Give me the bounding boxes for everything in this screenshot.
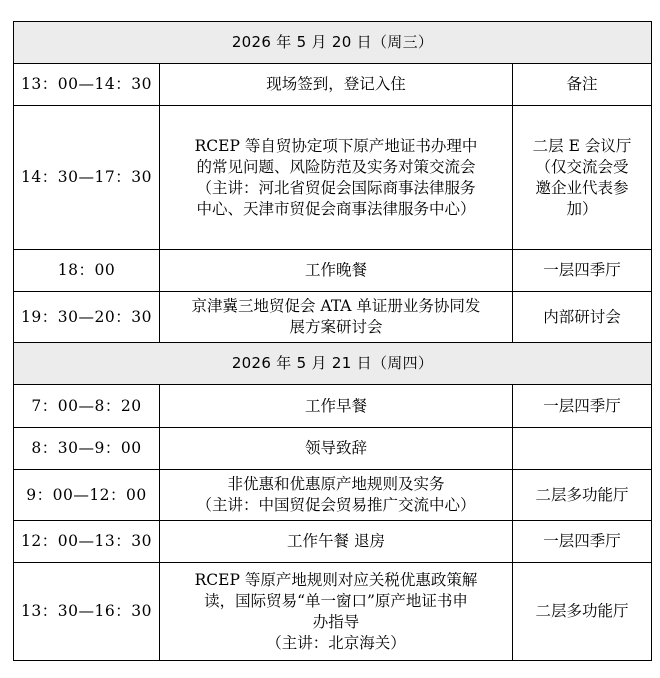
content-line: 领导致辞: [304, 439, 367, 457]
content-line: 读，国际贸易“单一窗口”原产地证书申: [204, 591, 468, 610]
location-line: 二层 E 会议厅: [532, 136, 632, 155]
schedule-row: [14, 470, 652, 521]
location-line: 一层四季厅: [543, 261, 621, 279]
content-line: （主讲：北京海关）: [266, 633, 406, 652]
location-line: （仅交流会受: [535, 157, 629, 176]
location-line: 二层多功能厅: [535, 602, 629, 620]
day-heading: 2026 年 5 月 20 日（周三）: [14, 22, 652, 64]
schedule-row: [14, 428, 652, 470]
content-line: 现场签到，登记入住: [266, 75, 406, 93]
location-line: 内部研讨会: [543, 307, 621, 326]
location-line: 二层多功能厅: [535, 485, 629, 504]
content-cell: [160, 521, 513, 563]
content-line: RCEP 等原产地规则对应关税优惠政策解: [194, 570, 478, 589]
time-cell: 19：30—20：30: [14, 292, 160, 343]
content-line: 工作午餐 退房: [287, 532, 385, 550]
content-line: （主讲：河北省贸促会国际商事法律服务: [196, 178, 476, 197]
location-cell: [513, 521, 652, 563]
schedule-row: [14, 563, 652, 661]
location-cell: [513, 563, 652, 661]
content-line: 办指导: [312, 612, 360, 631]
location-line: 加）: [566, 199, 598, 218]
time-cell: 14：30—17：30: [14, 106, 160, 250]
schedule-row: [14, 292, 652, 343]
time-cell: 8：30—9：00: [14, 428, 160, 470]
time-cell: 13：00—14：30: [14, 64, 160, 106]
location-cell-empty: [513, 428, 652, 470]
content-cell: [160, 64, 513, 106]
location-cell: [513, 64, 652, 106]
content-line: 的常见问题、风险防范及实务对策交流会: [196, 157, 476, 176]
location-line: 备注: [566, 75, 598, 93]
time-cell: 18：00: [14, 250, 160, 292]
day-heading: 2026 年 5 月 21 日（周四）: [14, 343, 652, 385]
time-cell: 7：00—8：20: [14, 385, 160, 428]
content-cell: [160, 385, 513, 428]
location-line: 邀企业代表参: [535, 178, 629, 197]
content-line: 中心、天津市贸促会商事法律服务中心）: [196, 199, 476, 218]
content-line: RCEP 等自贸协定项下原产地证书办理中: [194, 136, 478, 155]
day-header-row: [14, 22, 652, 64]
location-cell: [513, 470, 652, 521]
location-line: 一层四季厅: [543, 532, 621, 550]
schedule-row: [14, 106, 652, 250]
schedule-row: [14, 250, 652, 292]
time-cell: 9：00—12：00: [14, 470, 160, 521]
schedule-row: [14, 385, 652, 428]
time-cell: 13：30—16：30: [14, 563, 160, 661]
content-line: 展方案研讨会: [289, 318, 383, 336]
content-cell: [160, 428, 513, 470]
content-cell: [160, 250, 513, 292]
content-line: （主讲：中国贸促会贸易推广交流中心）: [196, 496, 476, 514]
schedule-table: [13, 21, 652, 661]
schedule-row: [14, 64, 652, 106]
content-line: 工作晚餐: [304, 261, 367, 279]
location-cell: [513, 385, 652, 428]
content-line: 京津冀三地贸促会 ATA 单证册业务协同发: [191, 297, 481, 315]
content-line: 非优惠和优惠原产地规则及实务: [227, 475, 445, 493]
content-cell: [160, 106, 513, 250]
location-line: 一层四季厅: [543, 396, 621, 415]
day-header-row: [14, 343, 652, 385]
content-cell: [160, 470, 513, 521]
time-cell: 12：00—13：30: [14, 521, 160, 563]
location-cell: [513, 106, 652, 250]
content-cell: [160, 292, 513, 343]
content-cell: [160, 563, 513, 661]
content-line: 工作早餐: [304, 396, 367, 415]
location-cell: [513, 250, 652, 292]
location-cell: [513, 292, 652, 343]
schedule-row: [14, 521, 652, 563]
